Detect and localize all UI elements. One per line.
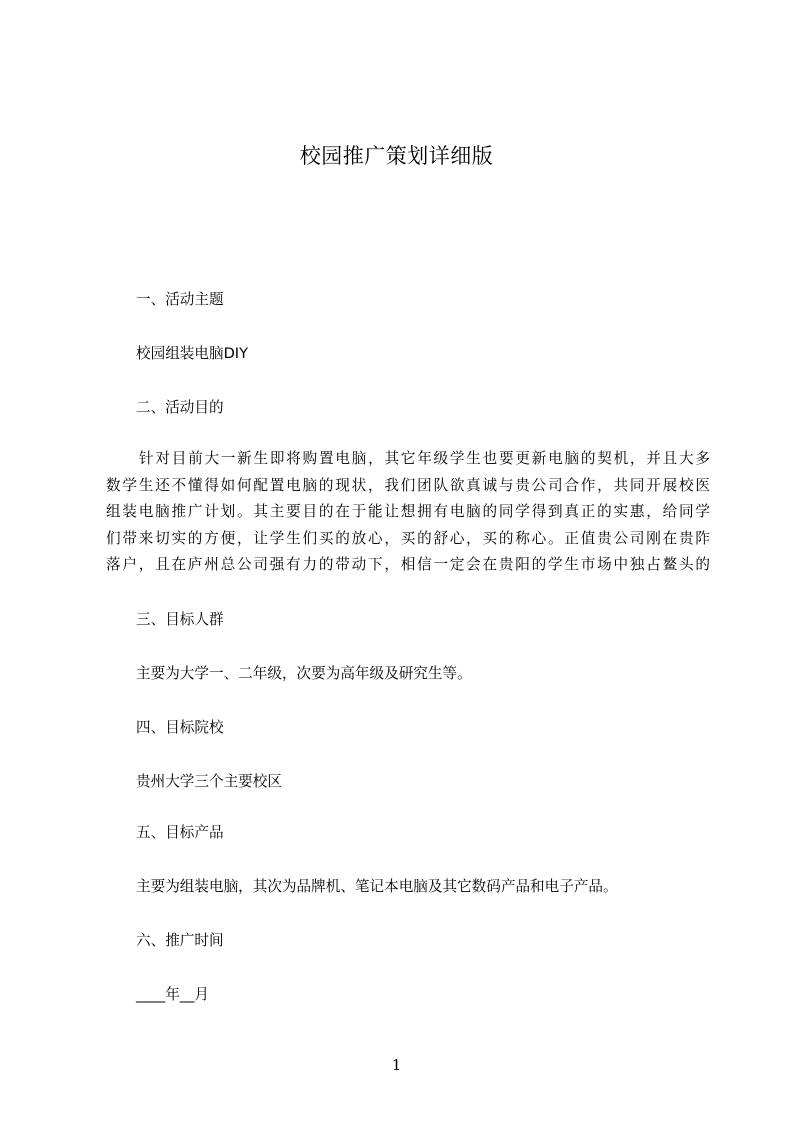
section-heading-theme: 一、活动主题 bbox=[136, 291, 224, 308]
purpose-line: 数学生还不懂得如何配置电脑的现状，我们团队欲真诚与贵公司合作，共同开展校医 bbox=[106, 476, 710, 494]
document-title: 校园推广策划详细版 bbox=[299, 144, 494, 168]
purpose-line: 们带来切实的方便，让学生们买的放心，买的舒心，买的称心。正值贵公司刚在贵阼 bbox=[106, 529, 710, 547]
section-heading-purpose: 二、活动目的 bbox=[136, 399, 224, 416]
section-heading-audience: 三、目标人群 bbox=[136, 611, 224, 628]
section-body-products: 主要为组装电脑，其次为品牌机、笔记本电脑及其它数码产品和电子产品。 bbox=[136, 878, 618, 895]
purpose-line: 针对目前大一新生即将购置电脑，其它年级学生也要更新电脑的契机，并且大多 bbox=[139, 450, 710, 467]
section-body-purpose bbox=[106, 446, 710, 579]
section-heading-time: 六、推广时间 bbox=[136, 932, 224, 949]
section-heading-products: 五、目标产品 bbox=[136, 824, 224, 841]
section-body-time: ____年__月 bbox=[136, 986, 209, 1003]
page-number: 1 bbox=[391, 1056, 402, 1074]
section-body-schools: 贵州大学三个主要校区 bbox=[136, 773, 282, 790]
purpose-line: 落户，且在庐州总公司强有力的带动下，相信一定会在贵阳的学生市场中独占鳌头的 bbox=[106, 556, 710, 573]
section-heading-schools: 四、目标院校 bbox=[136, 719, 224, 736]
purpose-line: 组装电脑推广计划。其主要目的在于能让想拥有电脑的同学得到真正的实惠，给同学 bbox=[106, 503, 710, 520]
section-body-audience: 主要为大学一、二年级，次要为高年级及研究生等。 bbox=[136, 665, 472, 682]
section-body-theme: 校园组装电脑DIY bbox=[136, 345, 249, 362]
